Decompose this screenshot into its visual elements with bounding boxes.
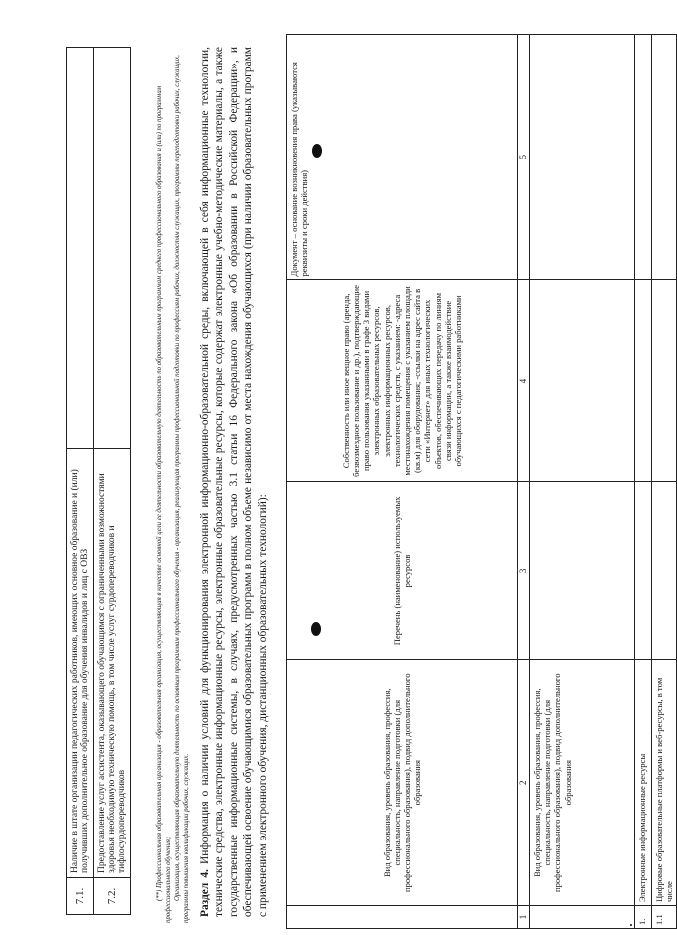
empty-cell bbox=[94, 48, 131, 449]
column-number: 1 bbox=[518, 906, 530, 929]
row-number: 7.2. bbox=[94, 878, 131, 915]
header-cell: Вид образования, уровень образования, профессия, специальность, направление подготовки (для профессионального образования), подвид дополнительного образования bbox=[287, 660, 518, 906]
column-number: 3 bbox=[518, 482, 530, 660]
table-row bbox=[652, 35, 677, 929]
section-4-paragraph bbox=[198, 47, 270, 917]
empty-cell bbox=[652, 482, 677, 660]
table-row bbox=[635, 35, 652, 929]
table-row bbox=[94, 48, 131, 915]
footnote-paragraph: (**) Профессиональная образовательная организация - образовательная организация, осуществляющая в качестве основной цели ее деятельности образовательную деятельность по образовательным программам среднего профессионального образования и (или) по программам профессионального обучения; bbox=[156, 85, 172, 923]
empty-cell bbox=[530, 482, 635, 660]
column-number: 5 bbox=[518, 35, 530, 280]
row-text: Электронные информационные ресурсы bbox=[635, 660, 652, 906]
row-number: 7.1. bbox=[67, 878, 94, 915]
table-row bbox=[67, 48, 94, 915]
row-text: Предоставление услуг ассистента, оказывающего обучающимся с ограниченными возможностями здоровья необходимую техническую помощь, в том числе услуг сурдопереводчиков и тифлосурдопереводчиков bbox=[94, 449, 131, 878]
table-row bbox=[530, 35, 635, 929]
empty-cell bbox=[530, 35, 635, 280]
header-cell: Собственность или иное вещное право (аренда, безвозмездное пользование и др.), подтверждающие право пользования указанными в графе 3 видами электронных образовательных ресурсов, электронных информационных ресурсов, технологических средств, с указанием: -адреса местонахождения помещения с указанием площади (кв.м) для оборудования; -ссылки на адрес сайта в сети «Интернет» для иных технологических объектов, обеспечивающих передачу по линиям связи информации, а также взаимодействие обучающихся с педагогическими работниками bbox=[287, 280, 518, 482]
row-number bbox=[530, 906, 635, 929]
empty-cell bbox=[635, 35, 652, 280]
column-number: 4 bbox=[518, 280, 530, 482]
empty-cell bbox=[635, 280, 652, 482]
section-text: Информация о наличии условий для функционирования электронной информационно-образовательной среды, включающей в себя информационные технологии, технические средства, электронные информационные ресурсы, электронные образовательные ресурсы, которые содержат электронные учебно-методические материалы, а также государственные информационные системы, в случаях, предусмотренных частью 3.1 статьи 16 Федерального закона «Об образовании в Российской Федерации», и обеспечивающей освоение обучающимися образовательных программ в полном объеме независимо от места нахождения обучающихся (при наличии образовательных программ с применением электронного обучения, дистанционных образовательных технологий): bbox=[199, 47, 269, 917]
header-cell bbox=[287, 906, 518, 929]
row-text: Вид образования, уровень образования, профессия, специальность, направление подготовки (для профессионального образования), подвид дополнительного образования bbox=[530, 660, 635, 906]
column-number: 2 bbox=[518, 660, 530, 906]
top-table bbox=[66, 47, 131, 915]
row-number: 1.1 bbox=[652, 906, 677, 929]
header-cell: Документ – основание возникновения права (указываются реквизиты и сроки действия) bbox=[287, 35, 518, 280]
empty-cell bbox=[67, 48, 94, 449]
section-heading: Раздел 4. bbox=[199, 869, 211, 917]
column-numbers-row bbox=[518, 35, 530, 929]
row-number: 1. bbox=[635, 906, 652, 929]
footnote bbox=[155, 43, 191, 923]
header-cell: Перечень (наименование) используемых ресурсов bbox=[287, 482, 518, 660]
empty-cell bbox=[635, 482, 652, 660]
empty-cell bbox=[530, 280, 635, 482]
row-text: Наличие в штате организации педагогических работников, имеющих основное образование и (или) получивших дополнительное образование для обучения инвалидов и лиц с ОВЗ bbox=[67, 449, 94, 878]
empty-cell bbox=[652, 35, 677, 280]
empty-cell bbox=[652, 280, 677, 482]
row-text: Цифровые образовательные платформы и веб-ресурсы, в том числе bbox=[652, 660, 677, 906]
table-header-row bbox=[287, 35, 518, 929]
resources-table bbox=[286, 34, 677, 929]
footnote-paragraph: Организация, осуществляющая образовательную деятельность по основным программам профессионального обучения - организация, реализующая программы профессиональной подготовки по профессиям рабочих, должностям служащих, программы переподготовки рабочих, служащих, программы повышения квалификации рабочих, служащих. bbox=[174, 55, 190, 923]
